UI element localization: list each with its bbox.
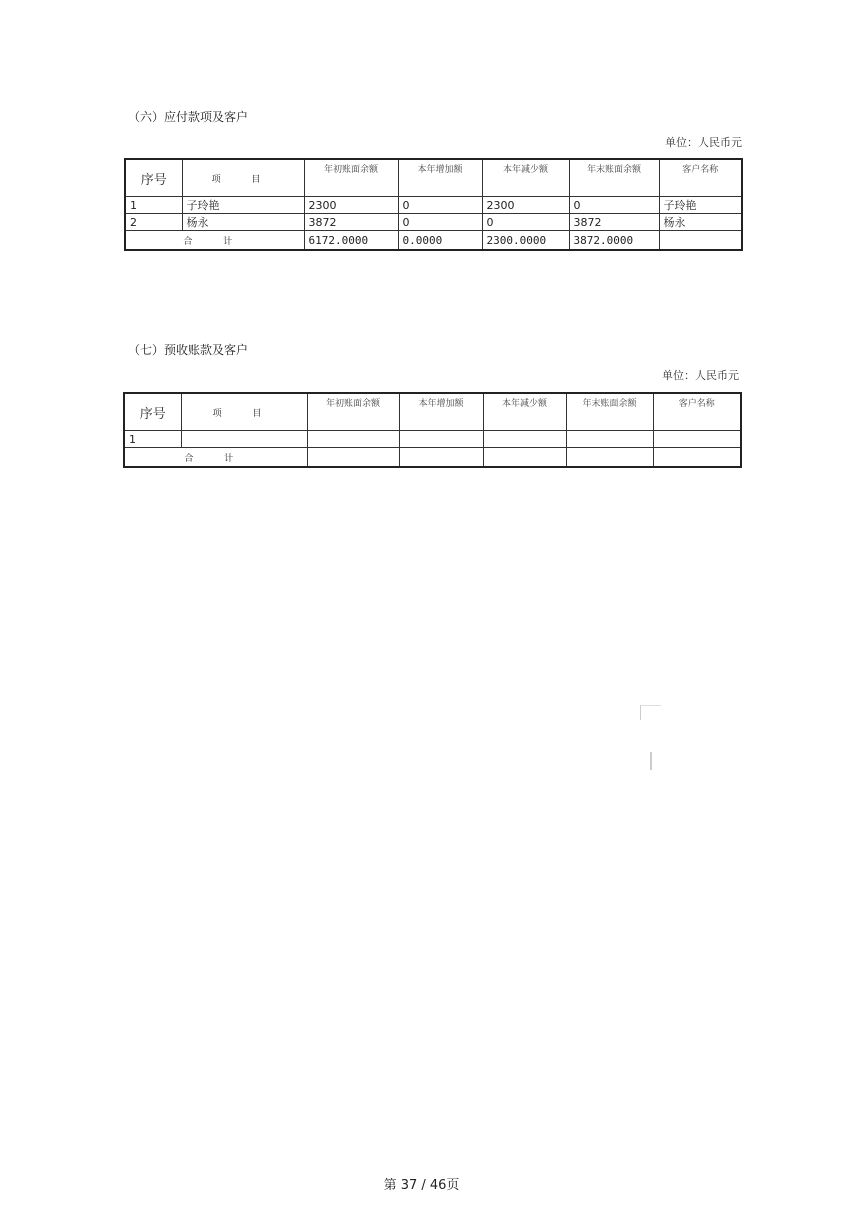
unit-label-payables: 单位：人民币元 <box>665 136 742 149</box>
total-opening <box>307 448 399 468</box>
cell-customer: 杨永 <box>659 214 742 231</box>
cell-customer <box>653 431 741 448</box>
scan-mark <box>640 705 661 720</box>
cell-increase: 0 <box>398 197 482 214</box>
section-title-advances: （七）预收账款及客户 <box>128 343 249 357</box>
header-opening: 年初账面余额 <box>307 393 399 431</box>
header-item: 项 目 <box>181 393 307 431</box>
advances-table <box>123 392 742 468</box>
cell-increase: 0 <box>398 214 482 231</box>
cell-seq: 1 <box>124 431 181 448</box>
total-customer <box>653 448 741 468</box>
cell-decrease: 0 <box>482 214 569 231</box>
header-increase: 本年增加额 <box>398 159 482 197</box>
header-decrease: 本年减少额 <box>483 393 566 431</box>
total-closing: 3872.0000 <box>569 231 659 251</box>
cell-item: 杨永 <box>182 214 304 231</box>
unit-label-advances: 单位：人民币元 <box>662 369 739 382</box>
cell-closing: 3872 <box>569 214 659 231</box>
table-row <box>125 214 742 231</box>
header-closing: 年末账面余额 <box>566 393 653 431</box>
total-increase: 0.0000 <box>398 231 482 251</box>
cell-opening <box>307 431 399 448</box>
cell-opening: 2300 <box>304 197 398 214</box>
header-closing: 年末账面余额 <box>569 159 659 197</box>
cell-seq: 2 <box>125 214 182 231</box>
header-customer: 客户名称 <box>653 393 741 431</box>
header-seq: 序号 <box>124 393 181 431</box>
total-row <box>125 231 742 251</box>
header-customer: 客户名称 <box>659 159 742 197</box>
total-closing <box>566 448 653 468</box>
header-item: 项 目 <box>182 159 304 197</box>
total-decrease <box>483 448 566 468</box>
scan-mark <box>650 752 652 770</box>
header-seq: 序号 <box>125 159 182 197</box>
total-row <box>124 448 741 468</box>
cell-closing <box>566 431 653 448</box>
table-row <box>125 197 742 214</box>
cell-decrease: 2300 <box>482 197 569 214</box>
payables-table <box>124 158 743 251</box>
total-increase <box>399 448 483 468</box>
page-number: 第 37 / 46页 <box>383 1178 460 1193</box>
header-increase: 本年增加额 <box>399 393 483 431</box>
total-label: 合 计 <box>125 231 304 251</box>
cell-closing: 0 <box>569 197 659 214</box>
table-row <box>124 431 741 448</box>
cell-item: 子玲艳 <box>182 197 304 214</box>
cell-seq: 1 <box>125 197 182 214</box>
cell-customer: 子玲艳 <box>659 197 742 214</box>
cell-opening: 3872 <box>304 214 398 231</box>
total-label: 合 计 <box>124 448 307 468</box>
header-decrease: 本年减少额 <box>482 159 569 197</box>
cell-item <box>181 431 307 448</box>
total-customer <box>659 231 742 251</box>
table-header-row <box>125 159 742 197</box>
total-decrease: 2300.0000 <box>482 231 569 251</box>
cell-decrease <box>483 431 566 448</box>
section-title-payables: （六）应付款项及客户 <box>128 110 249 124</box>
header-opening: 年初账面余额 <box>304 159 398 197</box>
total-opening: 6172.0000 <box>304 231 398 251</box>
table-header-row <box>124 393 741 431</box>
cell-increase <box>399 431 483 448</box>
